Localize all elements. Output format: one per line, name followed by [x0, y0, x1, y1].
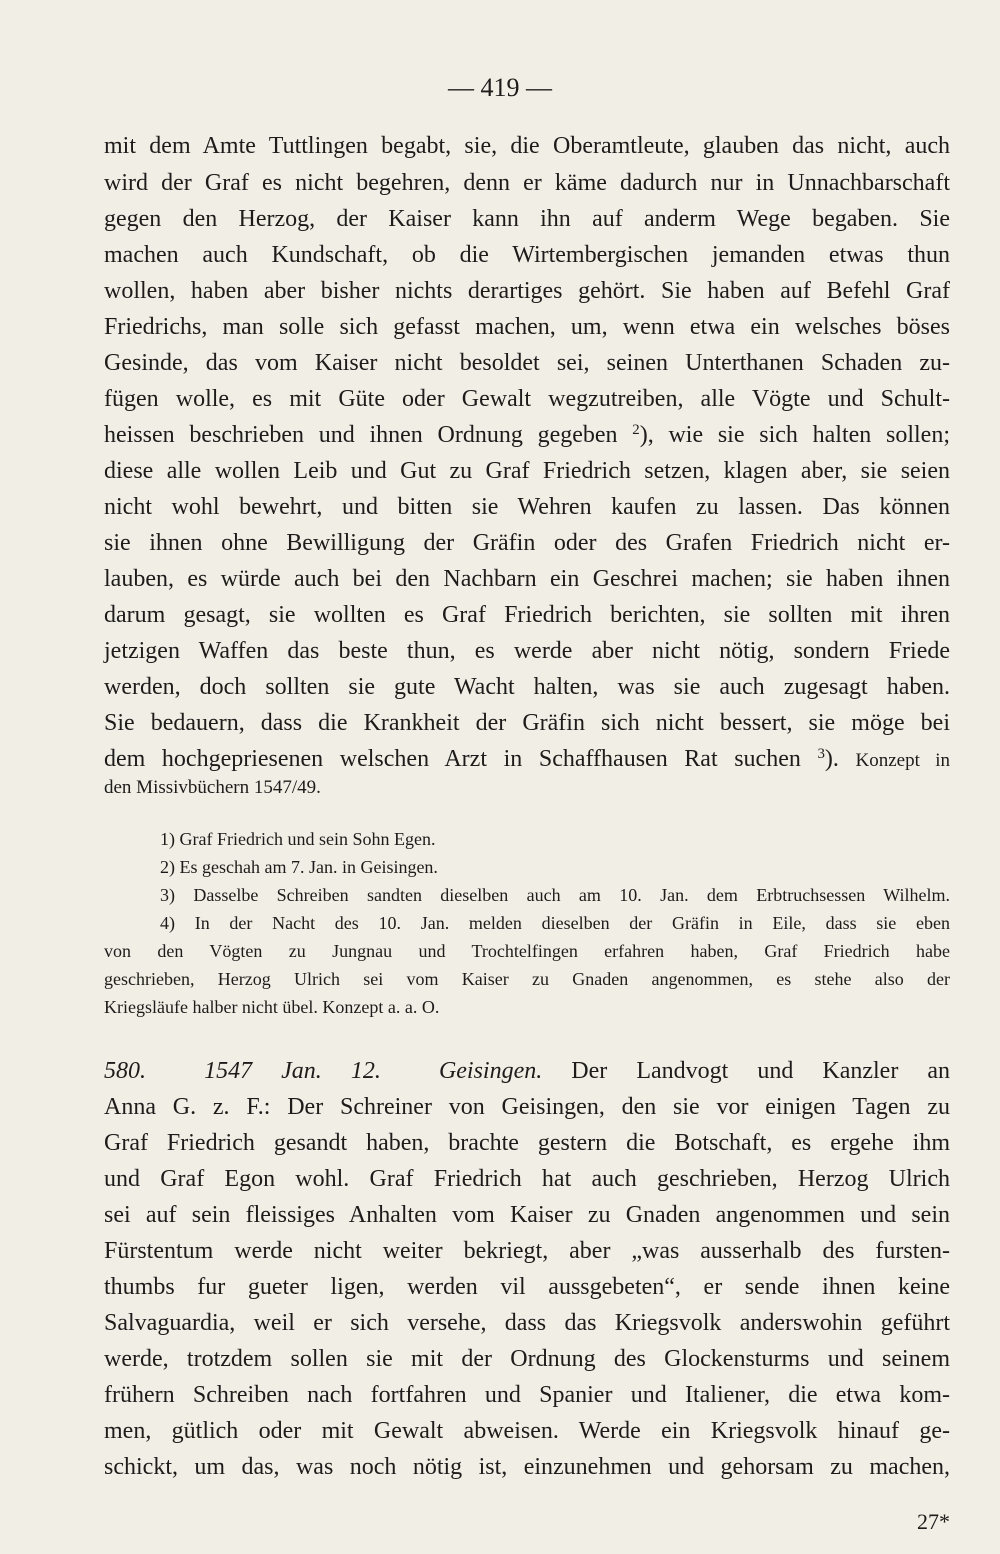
body-line: jetzigen Waffen das beste thun, es werde aber nicht nötig, sondern Friede	[104, 638, 950, 664]
body-line: mit dem Amte Tuttlingen begabt, sie, die Oberamtleute, glauben das nicht, auch	[104, 133, 950, 159]
entry-line: sei auf sein fleissiges Anhalten vom Kaiser zu Gnaden angenommen und sein	[104, 1202, 950, 1228]
body-line: gegen den Herzog, der Kaiser kann ihn auf anderm Wege begaben. Sie	[104, 206, 950, 232]
line-text: ).	[824, 746, 856, 772]
body-line: wollen, haben aber bisher nichts derartiges gehört. Sie haben auf Befehl Graf	[104, 278, 950, 304]
body-line: sie ihnen ohne Bewilligung der Gräfin oder des Grafen Friedrich nicht er-	[104, 530, 950, 556]
footnote: 3) Dasselbe Schreiben sandten dieselben auch am 10. Jan. dem Erbtruchsessen Wilhelm.	[160, 885, 950, 905]
signature-mark: 27*	[917, 1509, 950, 1534]
entry-line: Fürstentum werde nicht weiter bekriegt, aber „was ausserhalb des fursten-	[104, 1238, 950, 1264]
body-line-footnote-ref	[104, 744, 950, 776]
body-line: machen auch Kundschaft, ob die Wirtembergischen jemanden etwas thun	[104, 242, 950, 268]
entry-date: 1547 Jan. 12.	[204, 1058, 381, 1084]
body-line: fügen wolle, es mit Güte oder Gewalt wegzutreiben, alle Vögte und Schult-	[104, 386, 950, 412]
footnote: 2) Es geschah am 7. Jan. in Geisingen.	[160, 857, 438, 877]
entry-place: Geisingen.	[438, 1058, 543, 1084]
entry-line: Graf Friedrich gesandt haben, brachte gestern die Botschaft, es ergehe ihm	[104, 1130, 950, 1156]
entry-line: thumbs fur gueter ligen, werden vil aussgebeten“, er sende ihnen keine	[104, 1274, 950, 1300]
footnote: 1) Graf Friedrich und sein Sohn Egen.	[160, 829, 436, 849]
body-line: Sie bedauern, dass die Krankheit der Gräfin sich nicht bessert, sie möge bei	[104, 710, 950, 736]
body-line: Gesinde, das vom Kaiser nicht besoldet sei, seinen Unterthanen Schaden zu-	[104, 350, 950, 376]
footnote-ref: 2	[632, 421, 640, 438]
entry-number: 580.	[104, 1058, 146, 1084]
footnote-continuation: von den Vögten zu Jungnau und Trochtelfingen erfahren haben, Graf Friedrich habe	[104, 941, 950, 961]
entry-line: und Graf Egon wohl. Graf Friedrich hat auch geschrieben, Herzog Ulrich	[104, 1166, 950, 1192]
line-text: dem hochgepriesenen welschen Arzt in Schaffhausen Rat suchen	[104, 746, 818, 772]
page-number: — 419 —	[448, 73, 552, 102]
body-line: wird der Graf es nicht begehren, denn er käme dadurch nur in Unnachbarschaft	[104, 170, 950, 196]
entry-line: werde, trotzdem sollen sie mit der Ordnung des Glockensturms und seinem	[104, 1346, 950, 1372]
entry-text: Der Landvogt und Kanzler an	[571, 1058, 951, 1084]
source-note: Konzept in	[855, 750, 950, 771]
entry-line: schickt, um das, was noch nötig ist, einzunehmen und gehorsam zu machen,	[104, 1454, 950, 1480]
line-text: ), wie sie sich halten sollen;	[639, 422, 950, 448]
entry-line: Anna G. z. F.: Der Schreiner von Geisingen, den sie vor einigen Tagen zu	[104, 1094, 950, 1120]
body-line: werden, doch sollten sie gute Wacht halten, was sie auch zugesagt haben.	[104, 674, 950, 700]
body-line: diese alle wollen Leib und Gut zu Graf Friedrich setzen, klagen aber, sie seien	[104, 458, 950, 484]
entry-line: men, gütlich oder mit Gewalt abweisen. Werde ein Kriegsvolk hinauf ge-	[104, 1418, 950, 1444]
footnote-continuation: Kriegsläufe halber nicht übel. Konzept a. a. O.	[104, 997, 440, 1017]
line-text: heissen beschrieben und ihnen Ordnung gegeben	[104, 422, 633, 448]
body-line: lauben, es würde auch bei den Nachbarn ein Geschrei machen; sie haben ihnen	[104, 566, 950, 592]
entry-line: frühern Schreiben nach fortfahren und Spanier und Italiener, die etwa kom-	[104, 1382, 950, 1408]
body-line-footnote-ref	[104, 420, 950, 450]
footnote-continuation: geschrieben, Herzog Ulrich sei vom Kaiser zu Gnaden angenommen, es stehe also der	[104, 969, 950, 989]
entry-line: Salvaguardia, weil er sich versehe, dass das Kriegsvolk anderswohin geführt	[104, 1310, 950, 1336]
body-line: nicht wohl bewehrt, und bitten sie Wehren kaufen zu lassen. Das können	[104, 494, 950, 520]
entry-heading	[104, 1056, 950, 1086]
body-line: darum gesagt, sie wollten es Graf Friedrich berichten, sie sollten mit ihren	[104, 602, 950, 628]
source-note-line: den Missivbüchern 1547/49.	[104, 777, 321, 798]
body-line: Friedrichs, man solle sich gefasst machen, um, wenn etwa ein welsches böses	[104, 314, 950, 340]
footnote: 4) In der Nacht des 10. Jan. melden dieselben der Gräfin in Eile, dass sie eben	[160, 913, 950, 933]
footnote-ref: 3	[817, 745, 825, 762]
